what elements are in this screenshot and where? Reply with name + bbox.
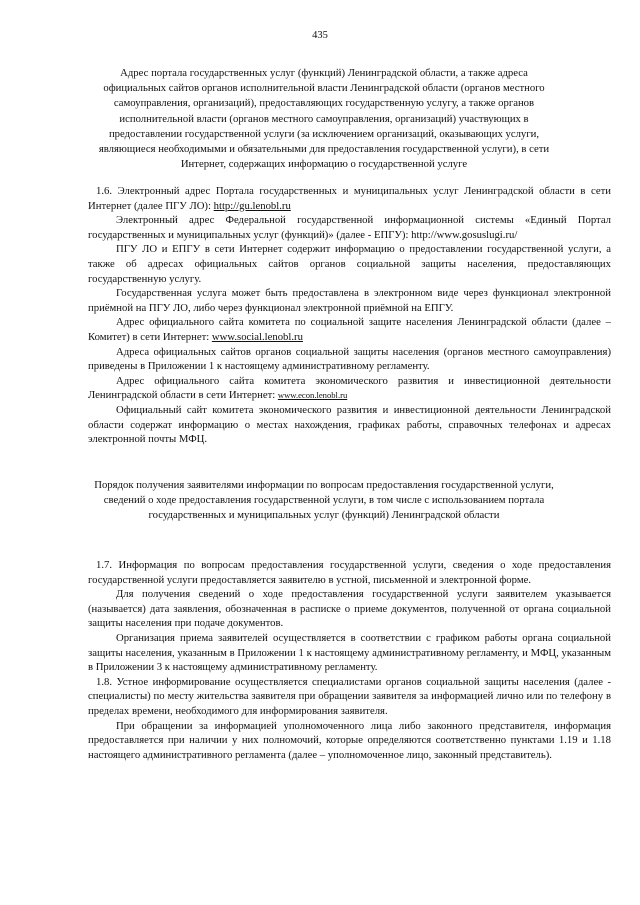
paragraph-mfc-info: Официальный сайт комитета экономического развития и инвестиционной деятельности Ленинградской области содержат информацию о местах нахождения, графиках работы, справочных телефонах и адресах электронной почты МФЦ.	[88, 403, 611, 446]
paragraph-authorized-person: При обращении за информацией уполномоченного лица либо законного представителя, информация предоставляется при наличии у них полномочий, которые определяются соответственно пунктами 1.19 и 1.18 настоящего административного регламента (далее – уполномоченное лицо, законный представитель).	[88, 719, 611, 761]
paragraph-organs-sites: Адреса официальных сайтов органов социальной защиты населения (органов местного самоуправления) приведены в Приложении 1 к настоящему административному регламенту.	[88, 345, 611, 373]
paragraph-electronic-service: Государственная услуга может быть предоставлена в электронном виде через функционал электронной приёмной на ПГУ ЛО, либо через функционал электронной приёмной на ЕПГУ.	[88, 287, 611, 314]
paragraph-econ-site	[88, 374, 611, 403]
body-block-procedure	[88, 558, 611, 762]
paragraph-komitet-site	[88, 315, 611, 344]
paragraph-reception-schedule: Организация приема заявителей осуществляется в соответствии с графиком работы органа социальной защиты населения, указанным в Приложении 1 к настоящему административному регламенту, и МФЦ, указанным в Приложении 3 к настоящему административному регламенту.	[88, 631, 611, 674]
section-heading-information-procedure: Порядок получения заявителями информации по вопросам предоставления государственной услуги, сведений о ходе предоставления государственной услуги, в том числе с использованием портала государственных и муниципальных услуг (функций) Ленинградской области	[94, 479, 554, 522]
komitet-link[interactable]: www.social.lenobl.ru	[211, 330, 303, 343]
paragraph-econ-text: Адрес официального сайта комитета экономического развития и инвестиционной деятельности Ленинградской области в сети Интернет:	[88, 374, 611, 402]
paragraph-1-7: 1.7. Информация по вопросам предоставления государственной услуги, сведения о ходе предоставления государственной услуги предоставляется заявителю в устной, письменной и электронной форме.	[88, 559, 611, 586]
paragraph-epgu: Электронный адрес Федеральной государственной информационной системы «Единый Портал государственных и муниципальных услуг (функций)» (далее - ЕПГУ): http://www.gosuslugi.ru/	[88, 214, 611, 241]
section-heading-portal-addresses: Адрес портала государственных услуг (функций) Ленинградской области, а также адреса официальных сайтов органов исполнительной власти Ленинградской области (органов местного самоуправления, организаций), предоставляющих государственную услугу, а также органов исполнительной власти (органов местного самоуправления, организаций) участвующих в предоставлении государственной услуги (за исключением организаций, оказывающих услуги, являющиеся необходимыми и обязательными для предоставления государственной услуги), в сети Интернет, содержащих информацию о государственной услуге	[98, 67, 550, 171]
pgu-lo-link[interactable]: http://gu.lenobl.ru	[213, 199, 291, 212]
paragraph-status-info: Для получения сведений о ходе предоставления государственной услуги заявителем указывается (называется) дата заявления, обозначенная в расписке о приеме документов, полученной от органа социальной защиты населения при подаче документов.	[88, 588, 611, 630]
body-block-addresses	[88, 184, 611, 447]
paragraph-komitet-text: Адрес официального сайта комитета по социальной защите населения Ленинградской области (далее – Комитет) в сети Интернет:	[88, 316, 611, 343]
page-number: 435	[312, 30, 328, 41]
econ-link[interactable]: www.econ.lenobl.ru	[277, 390, 348, 401]
paragraph-1-6-text: 1.6. Электронный адрес Портала государственных и муниципальных услуг Ленинградской области в сети Интернет (далее ПГУ ЛО):	[88, 185, 611, 212]
paragraph-pgu-contains: ПГУ ЛО и ЕПГУ в сети Интернет содержит информацию о предоставлении государственной услуги, а также об адресах официальных сайтов органов социальной защиты населения, предоставляющих государственную услугу.	[88, 243, 611, 285]
paragraph-1-8: 1.8. Устное информирование осуществляется специалистами органов социальной защиты населения (далее - специалисты) по месту жительства заявителя при обращении заявителя за информацией лично или по телефону в пределах времени, необходимого для информирования заявителя.	[88, 675, 611, 717]
paragraph-1-6	[88, 184, 611, 213]
